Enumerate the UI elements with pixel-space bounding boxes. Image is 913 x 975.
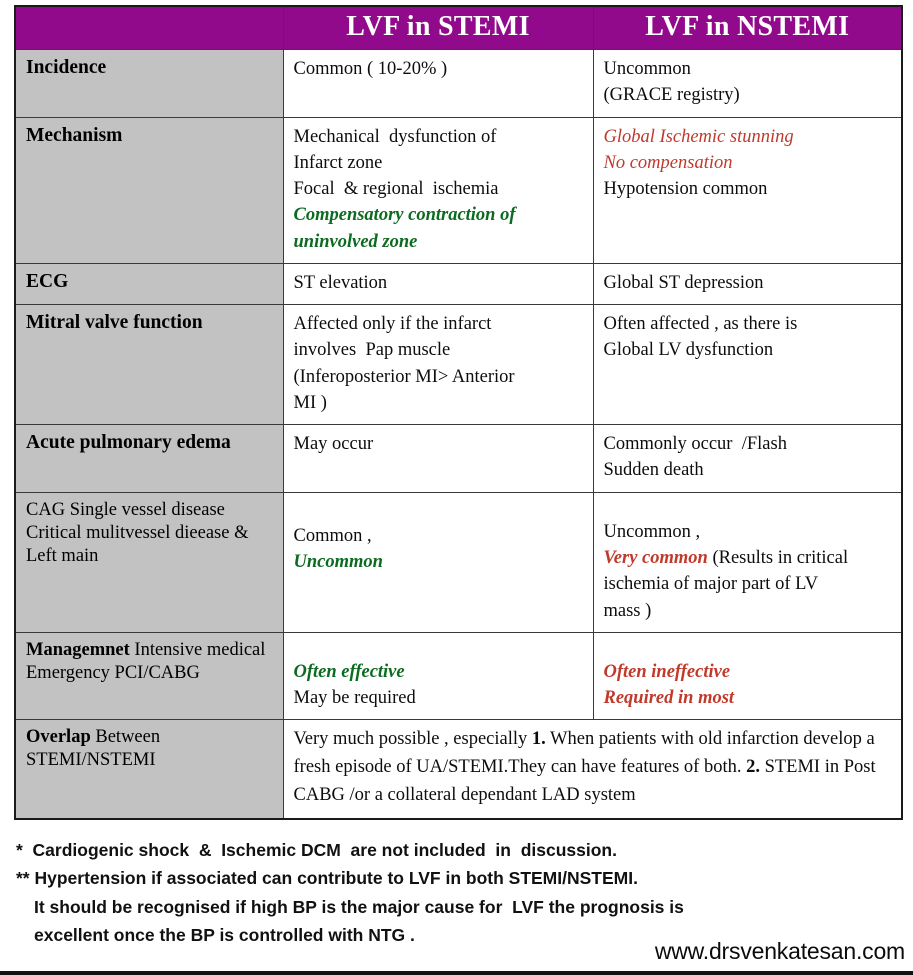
lvf-comparison-table [14, 5, 903, 820]
row-label-incidence: Incidence [15, 50, 283, 118]
website-watermark: www.drsvenkatesan.com [654, 938, 905, 964]
cell-mitral-nstemi [593, 305, 902, 425]
text-line: Overlap [26, 727, 91, 748]
text-line: Common ( 10-20% ) [293, 59, 448, 79]
text-line: Affected only if the infarct [293, 314, 492, 335]
text-line: May occur [293, 434, 374, 455]
row-label-ecg: ECG [15, 263, 283, 304]
text-plain: Very much possible , especially [293, 729, 532, 750]
text-line: Uncommon , [603, 521, 701, 542]
text-line: Managemnet [26, 639, 130, 660]
text-line: Uncommon [603, 59, 691, 79]
cell-incidence-stemi [283, 50, 593, 118]
text-line-mixed [294, 729, 799, 749]
row-label-overlap [15, 720, 283, 819]
text-line: edema [176, 432, 231, 454]
cell-mechanism-stemi [283, 117, 593, 263]
text-plain: (Results in critical [707, 547, 849, 568]
text-plain: both. [703, 757, 747, 778]
text-line-highlight-red: Global Ischemic stunning [603, 126, 794, 147]
text-line: (Inferoposterior MI> Anterior [293, 366, 515, 387]
text-line-mixed [604, 545, 892, 571]
text-line: Global LV dysfunction [603, 340, 774, 361]
text-bold-marker: 1. [531, 729, 546, 750]
text-line-highlight-green: Often effective [293, 661, 405, 682]
text-line: Acute pulmonary [26, 432, 172, 454]
cell-mechanism-nstemi [593, 117, 902, 263]
table-row-incidence [15, 50, 902, 118]
cell-edema-stemi [283, 425, 593, 493]
text-plain: When patients with old infarction [545, 729, 799, 750]
table-header-row [15, 6, 902, 50]
cell-incidence-nstemi [593, 50, 902, 118]
text-highlight-red: Very common [603, 547, 708, 568]
text-line: involves Pap muscle [293, 340, 451, 361]
text-line: Focal & regional ischemia [293, 179, 499, 200]
cell-management-stemi [283, 632, 593, 720]
text-line: Hypotension common [603, 179, 768, 200]
text-line: May be required [293, 688, 416, 709]
text-line: ischemia of major part of LV [603, 574, 819, 595]
cell-ecg-nstemi [593, 263, 902, 304]
text-line-highlight-red: No compensation [603, 152, 733, 173]
text-line: Often affected , as there is [603, 314, 798, 335]
row-label-mechanism: Mechanism [15, 117, 283, 263]
text-line: Infarct zone [293, 152, 383, 173]
cell-cag-nstemi [593, 492, 902, 632]
cell-ecg-stemi [283, 263, 593, 304]
text-line: STEMI/NSTEMI [26, 750, 156, 771]
text-line: Global ST depression [603, 272, 764, 293]
footnote-line-1: * Cardiogenic shock & Ischemic DCM are not included in discussion. [16, 840, 617, 860]
table-row-cag [15, 492, 902, 632]
text-line: & Left main [26, 522, 249, 566]
text-line: Critical mulitvessel dieease [26, 522, 230, 543]
cell-cag-stemi [283, 492, 593, 632]
text-line: Between [95, 727, 161, 748]
header-stemi: LVF in STEMI [283, 6, 593, 50]
text-line: MI ) [293, 392, 327, 413]
table-row-ecg [15, 263, 902, 304]
text-line-highlight-green: uninvolved zone [293, 231, 418, 252]
footnote-line-4: excellent once the BP is controlled with NTG . [34, 925, 415, 946]
text-line-highlight-red: Often ineffective [603, 661, 731, 682]
text-line: Single vessel disease [69, 499, 225, 520]
header-blank-cell [15, 6, 283, 50]
row-label-acute-pulmonary-edema [15, 425, 283, 493]
footnote-line-3: It should be recognised if high BP is the major cause for LVF the prognosis is [34, 896, 684, 917]
text-line-highlight-green: Compensatory contraction of [293, 205, 516, 226]
text-plain: STEMI in Post CABG /or a collateral dependant LAD system [293, 757, 876, 805]
row-label-management [15, 632, 283, 720]
row-label-mitral-valve: Mitral valve function [15, 305, 283, 425]
text-line-highlight-red: Required in most [603, 688, 735, 709]
footnotes-block [16, 836, 896, 949]
table-row-acute-pulmonary-edema [15, 425, 902, 493]
table-row-overlap [15, 720, 902, 819]
footnote-line-2: ** Hypertension if associated can contribute to LVF in both STEMI/NSTEMI. [16, 868, 638, 889]
text-line: Sudden death [603, 460, 704, 481]
text-line: Mechanical dysfunction of [293, 126, 497, 147]
text-line: mass ) [603, 600, 652, 621]
table-row-mitral-valve [15, 305, 902, 425]
row-label-cag [15, 492, 283, 632]
header-nstemi: LVF in NSTEMI [593, 6, 902, 50]
cell-overlap-description [283, 720, 902, 819]
cell-management-nstemi [593, 632, 902, 720]
text-line: develop a fresh episode of UA/STEMI.They can have features of [293, 729, 875, 778]
text-line: Emergency PCI/CABG [26, 662, 200, 683]
bottom-divider [0, 971, 913, 975]
cell-edema-nstemi [593, 425, 902, 493]
text-line-highlight-green: Uncommon [293, 551, 383, 572]
text-line: CAG [26, 499, 66, 520]
text-line: ST elevation [293, 272, 388, 293]
text-line: Intensive medical [134, 639, 266, 660]
text-line: (GRACE registry) [603, 85, 740, 106]
text-line: Common , [293, 525, 372, 546]
cell-mitral-stemi [283, 305, 593, 425]
table-row-mechanism [15, 117, 902, 263]
text-line: Commonly occur /Flash [603, 434, 787, 455]
text-bold-marker: 2. [746, 757, 760, 778]
table-row-management [15, 632, 902, 720]
